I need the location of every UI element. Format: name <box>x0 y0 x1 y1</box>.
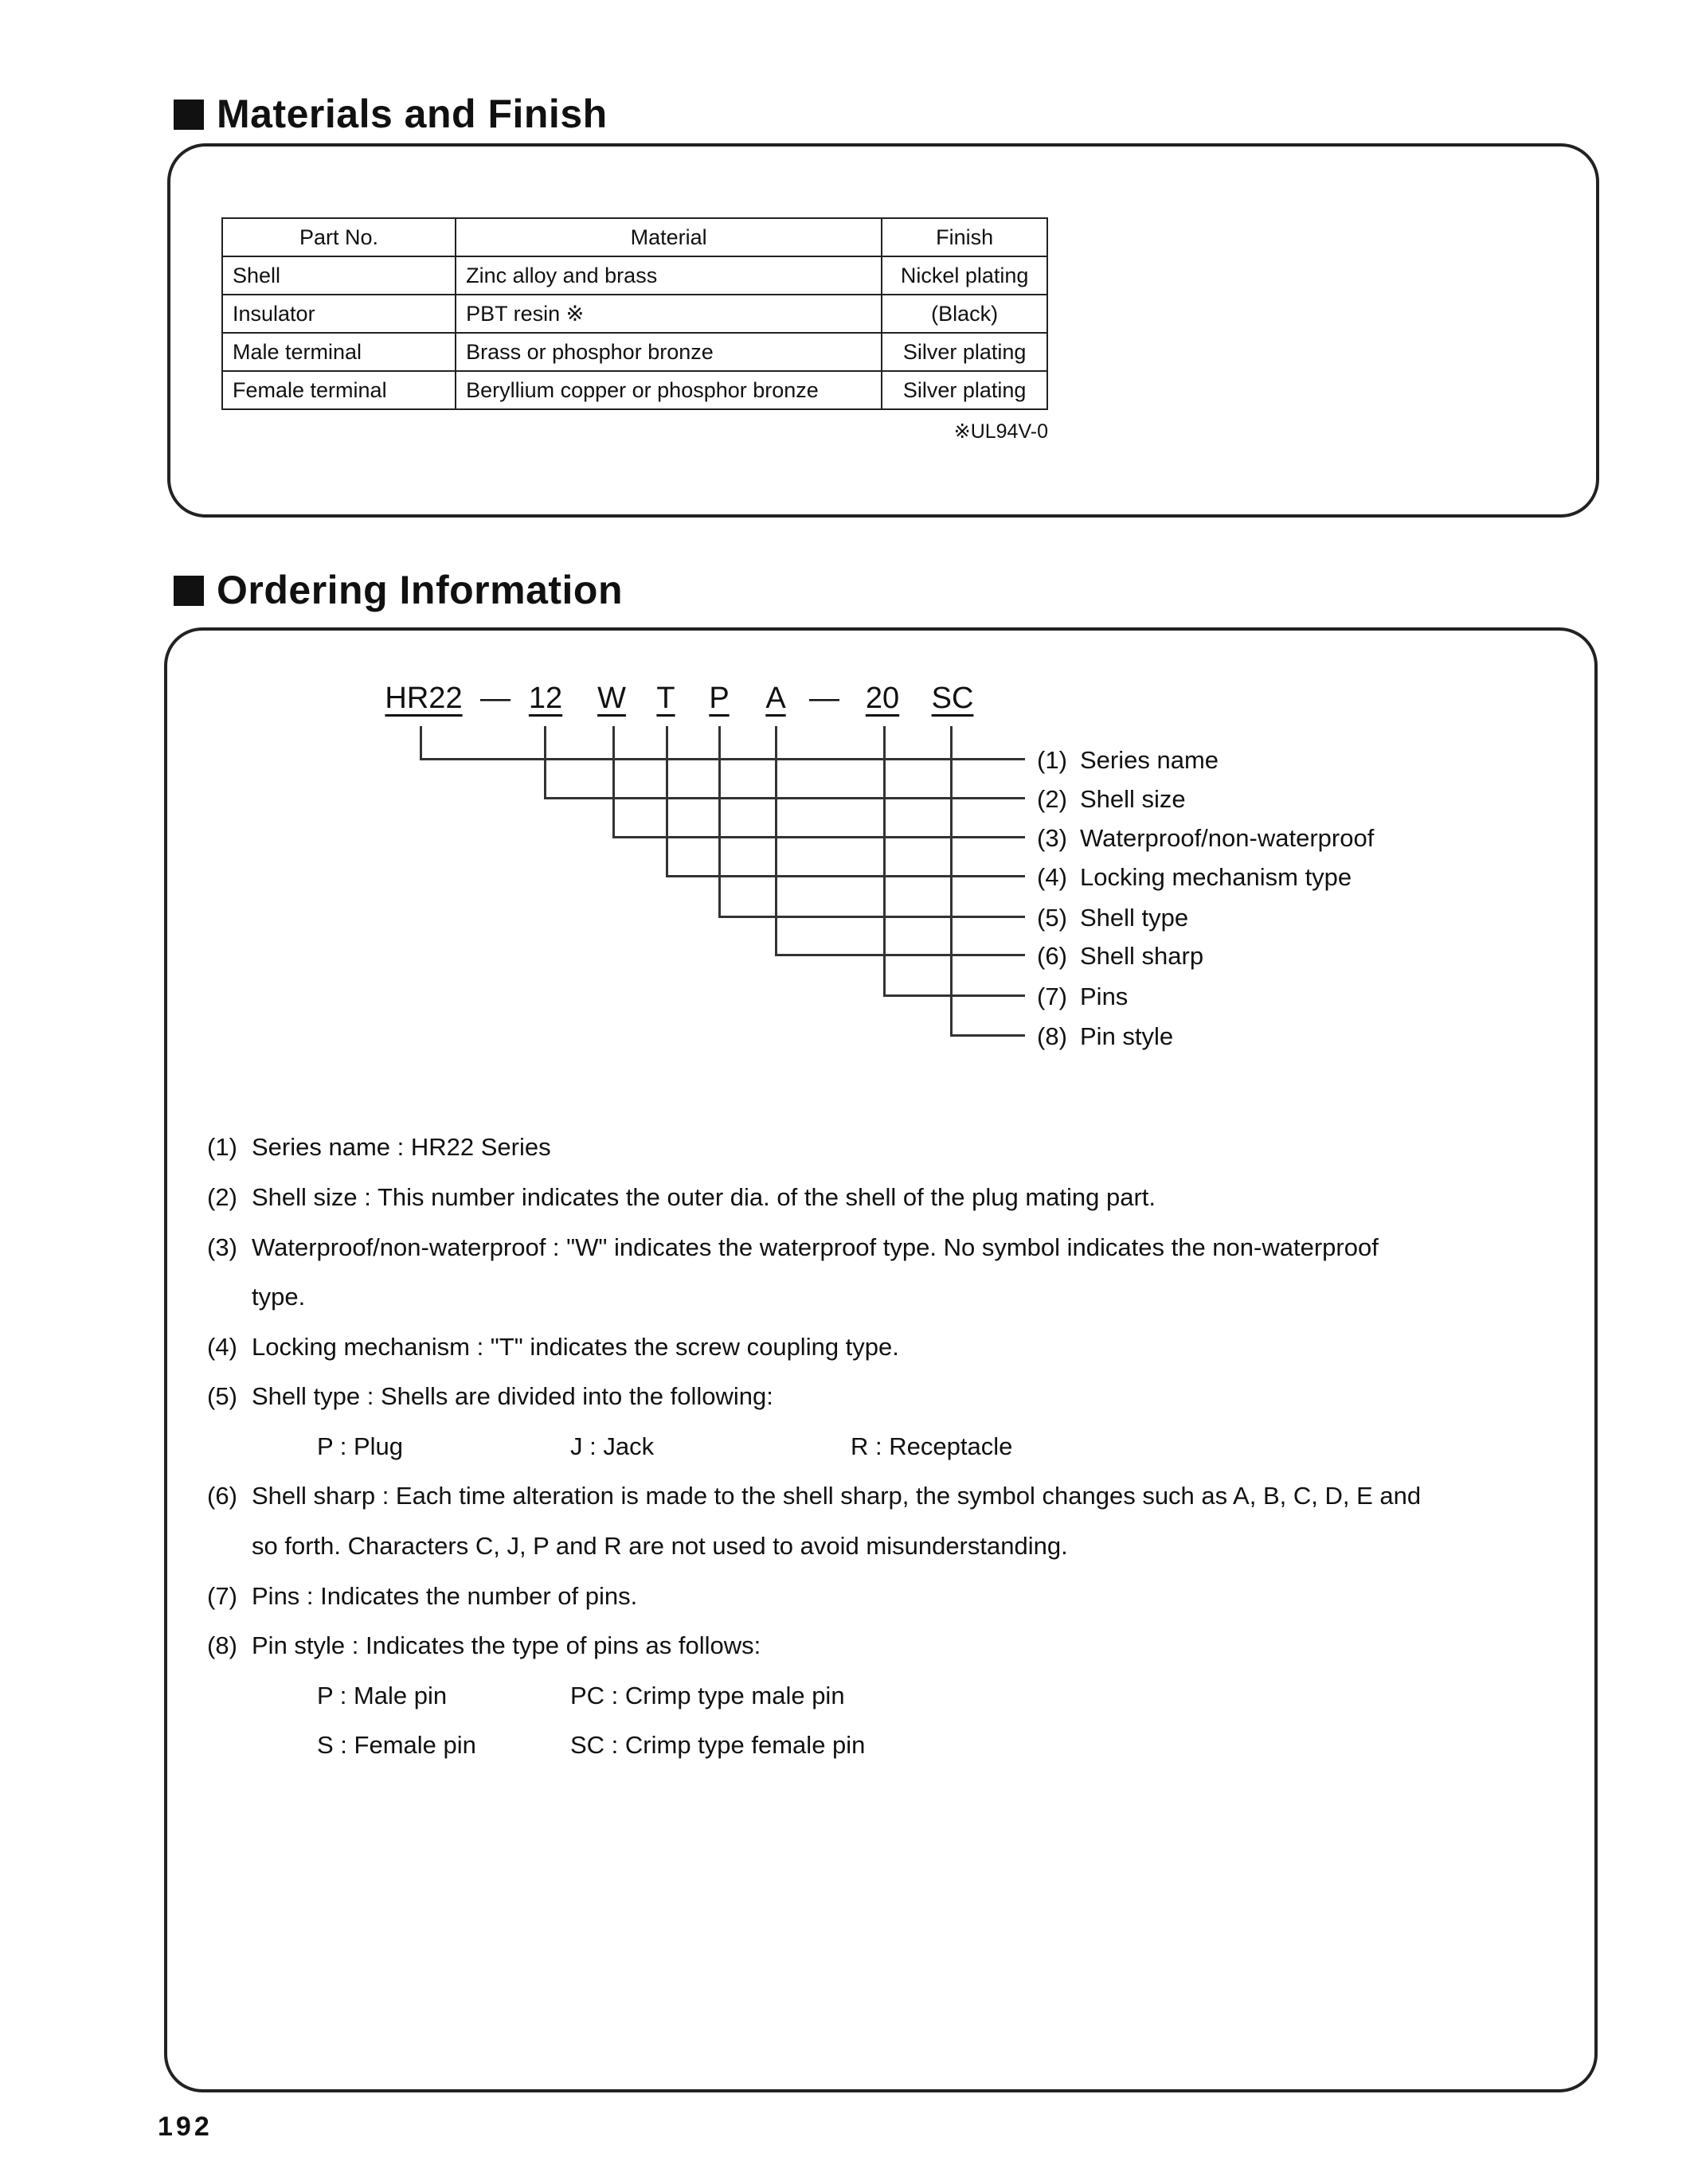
page-number: 192 <box>158 2112 213 2142</box>
cell-material: Beryllium copper or phosphor bronze <box>456 371 882 409</box>
shell-type-jack: J : Jack <box>570 1432 655 1460</box>
table-footnote: ※UL94V-0 <box>953 420 1048 443</box>
description-shell-size: (2) Shell size : This number indicates the outer dia. of the shell of the plug mating part. <box>207 1183 1156 1211</box>
legend-item-shell-size: (2) Shell size <box>1037 785 1186 813</box>
cell-part: Insulator <box>222 295 456 333</box>
cell-part: Male terminal <box>222 333 456 371</box>
code-dash: — <box>480 682 511 715</box>
header-material: Material <box>456 218 882 256</box>
table-row <box>222 295 1047 333</box>
black-square-icon <box>174 576 204 606</box>
cell-material: Brass or phosphor bronze <box>456 333 882 371</box>
ordering-section-title: Ordering Information <box>174 570 623 610</box>
cell-material: Zinc alloy and brass <box>456 256 882 295</box>
cell-finish: Silver plating <box>882 371 1047 409</box>
legend-item-pins: (7) Pins <box>1037 983 1129 1010</box>
cell-finish: Nickel plating <box>882 256 1047 295</box>
description-locking: (4) Locking mechanism : "T" indicates the screw coupling type. <box>207 1333 899 1361</box>
description-pins: (7) Pins : Indicates the number of pins. <box>207 1582 638 1610</box>
code-part-waterproof: W <box>597 682 626 715</box>
code-part-shell-size: 12 <box>528 682 563 715</box>
cell-part: Female terminal <box>222 371 456 409</box>
legend-item-shell-sharp: (6) Shell sharp <box>1037 942 1204 970</box>
pin-style-crimp-female: SC : Crimp type female pin <box>570 1731 866 1759</box>
code-part-series: HR22 <box>385 682 463 715</box>
legend-item-locking: (4) Locking mechanism type <box>1037 863 1352 891</box>
code-part-shell-sharp: A <box>765 682 786 715</box>
black-square-icon <box>174 100 204 130</box>
pin-style-female: S : Female pin <box>317 1731 476 1759</box>
code-dash: — <box>809 682 839 715</box>
table-row <box>222 333 1047 371</box>
table-header-row <box>222 218 1047 256</box>
cell-material: PBT resin ※ <box>456 295 882 333</box>
description-waterproof-continued: type. <box>252 1283 306 1311</box>
table-row <box>222 371 1047 409</box>
legend-item-waterproof: (3) Waterproof/non-waterproof <box>1037 824 1375 852</box>
shell-type-receptacle: R : Receptacle <box>851 1432 1013 1460</box>
cell-finish: (Black) <box>882 295 1047 333</box>
table-row <box>222 256 1047 295</box>
legend-item-series-name: (1) Series name <box>1037 746 1219 774</box>
header-finish: Finish <box>882 218 1047 256</box>
legend-item-pin-style: (8) Pin style <box>1037 1022 1174 1050</box>
legend-item-shell-type: (5) Shell type <box>1037 904 1189 932</box>
description-waterproof: (3) Waterproof/non-waterproof : "W" indicates the waterproof type. No symbol indicates the non-waterproof <box>207 1233 1379 1261</box>
pin-style-male: P : Male pin <box>317 1682 448 1709</box>
pin-style-crimp-male: PC : Crimp type male pin <box>570 1682 845 1709</box>
cell-finish: Silver plating <box>882 333 1047 371</box>
cell-part: Shell <box>222 256 456 295</box>
materials-table <box>221 217 1048 410</box>
description-pin-style: (8) Pin style : Indicates the type of pins as follows: <box>207 1631 761 1659</box>
description-series-name: (1) Series name : HR22 Series <box>207 1133 551 1161</box>
description-shell-sharp: (6) Shell sharp : Each time alteration is made to the shell sharp, the symbol changes such as A, B, C, D, E and <box>207 1482 1422 1510</box>
code-part-pin-style: SC <box>931 682 974 715</box>
description-shell-sharp-continued: so forth. Characters C, J, P and R are not used to avoid misunderstanding. <box>252 1532 1068 1560</box>
header-part-no: Part No. <box>222 218 456 256</box>
code-part-shell-type: P <box>709 682 730 715</box>
code-part-pins: 20 <box>865 682 900 715</box>
code-part-locking: T <box>656 682 675 715</box>
shell-type-plug: P : Plug <box>317 1432 404 1460</box>
materials-section-title: Materials and Finish <box>174 94 608 134</box>
description-shell-type: (5) Shell type : Shells are divided into the following: <box>207 1382 773 1410</box>
